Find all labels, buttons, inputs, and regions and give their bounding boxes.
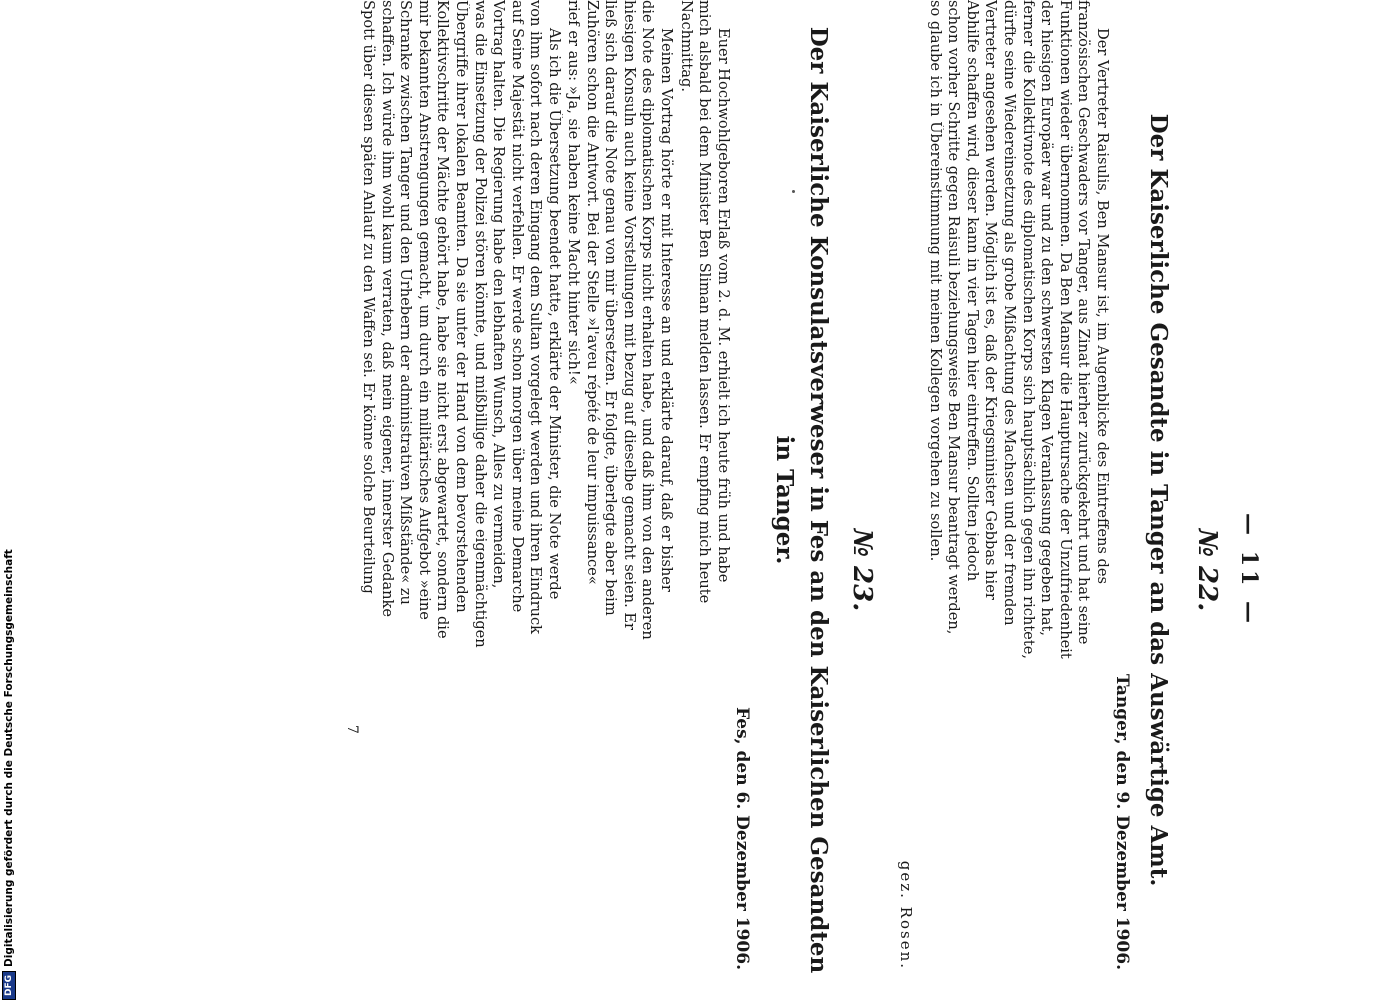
doc22-line: dürfte seine Wiedereinsetzung als grobe Mißachtung des Machsen und der fremden <box>1001 0 1019 626</box>
page-number: — 11 — <box>1236 513 1262 627</box>
doc22-dateline: Tanger, den 9. Dezember 1906. <box>1112 673 1132 970</box>
doc22-line: Abhilfe schaffen wird, dieser kann in vier Tagen hier eintreffen. Sollten jedoch <box>963 0 981 582</box>
doc23-p2-line: Meinen Vortrag hörte er mit Interesse an und erklärte darauf, daß er bisher <box>658 28 675 592</box>
doc22-line: französischen Geschwaders vor Tanger, aus Zinat hierher zurückgekehrt und hat seine <box>1075 0 1093 645</box>
doc23-p3-line: Schranke zwischen Tanger und den Urhebern der administrativen Mißstände« zu <box>397 0 415 605</box>
doc22-line: Funktionen wieder übernommen. Da Ben Mansur die Hauptursache der Unzufriedenheit <box>1056 0 1074 659</box>
doc22-line: ferner die Kollektivnote des diplomatischen Korps sich hauptsächlich gegen ihn richtete, <box>1019 0 1037 659</box>
doc22-line: schon vorher Schritte gegen Raisuli beziehungsweise Ben Mansur beantragt werden, <box>945 0 963 635</box>
doc23-number: № 23. <box>847 528 877 612</box>
doc23-p3-line: Übergriffe ihrer lokalen Beamten. Da sie unter der Hand von dem bevorstehenden <box>453 0 471 613</box>
credit-line <box>2 10 16 1000</box>
doc23-p3-line: auf Seine Majestät nicht verfehlen. Er werde schon morgen über meine Demarche <box>508 0 526 613</box>
credit-strip <box>0 0 20 1000</box>
doc22-number: № 22. <box>1192 528 1222 612</box>
credit-text: Digitalisierung gefördert durch die Deutsche Forschungsgemeinschaft <box>3 549 15 967</box>
doc23-p3-line: was die Einsetzung der Polizei stören könnte, und mißbillige daher die eigenmächtigen <box>471 0 489 648</box>
doc23-p2-line: die Note des diplomatischen Korps nicht erhalten habe, und daß ihm von den anderen <box>639 0 657 640</box>
doc23-p3-line: Als ich die Übersetzung beendet hatte, erklärte der Minister, die Note werde <box>546 28 563 600</box>
sheet-mark: 7 <box>344 725 360 734</box>
doc23-p1-line: Nachmittag. <box>677 0 695 92</box>
doc23-p3-line: von ihm sofort nach deren Eingang dem Sultan vorgelegt werden und ihren Eindruck <box>527 0 545 634</box>
doc23-p1-line: mich alsbald bei dem Minister Ben Sliman melden lassen. Er empfing mich heute <box>696 0 714 604</box>
doc22-line: Vertreter angesehen werden. Möglich ist es, daß der Kriegsminister Gebbas hier <box>982 0 1000 600</box>
doc22-signature: gez. Rosen. <box>897 860 915 970</box>
doc23-p2-line: ließ sich darauf die Note genau von mir übersetzen. Er folgte, überlegte aber beim <box>602 0 620 616</box>
doc23-p3-line: Kollektivschritte der Mächte gehört habe, habe sie nicht erst abgewartet, sondern die <box>434 0 452 639</box>
doc23-p3-line: mir bekannten Anstrengungen gemacht, um durch ein militärisches Aufgebot »eine <box>415 0 433 620</box>
doc23-p3-line: Vortrag halten. Die Regierung habe den lebhaften Wunsch, Alles zu vermeiden, <box>490 0 508 589</box>
doc23-p1-line: Euer Hochwohlgeboren Erlaß vom 2. d. M. erhielt ich heute früh und habe <box>715 28 732 583</box>
dfg-logo: DFG <box>2 971 16 1000</box>
doc23-p2-line: Zuhören schon die Antwort. Bei der Stelle »l'aveu répété de leur impuissance« <box>583 0 601 585</box>
doc23-p2-line: hiesigen Konsuln auch keine Vorstellungen mit bezug auf dieselbe gemacht seien. Er <box>620 0 638 630</box>
doc23-p3-line: Spott über diesen späten Anlauf zu den Waffen sei. Er könne solche Beurteilung <box>360 0 378 594</box>
doc22-line: der hiesigen Europäer war und zu den schwersten Klagen Veranlassung gegeben hat, <box>1038 0 1056 637</box>
doc23-title <box>767 0 835 1000</box>
doc23-p3-line: schaffen. Ich würde ihm wohl kaum verraten, daß mein eigener, innerster Gedanke <box>378 0 396 618</box>
doc23-p2-line: rief er aus: »Ja, sie haben keine Macht hinter sich!« <box>565 0 583 385</box>
doc22-title: Der Kaiserliche Gesandte in Tanger an das Auswärtige Amt. <box>1145 113 1172 887</box>
doc23-title-line1: Der Kaiserliche Konsulatsverweser in Fes an den Kaiserlichen Gesandten <box>805 26 832 974</box>
doc23-para1 <box>676 0 732 985</box>
doc23-title-line2: in Tanger. <box>771 435 798 565</box>
rotated-page <box>90 0 1260 1000</box>
doc23-dateline: Fes, den 6. Dezember 1906. <box>732 707 752 970</box>
doc22-line: so glaube ich in Übereinstimmung mit meinen Kollegen vorgehen zu sollen. <box>926 0 944 562</box>
doc23-para3 <box>358 0 563 985</box>
doc22-body <box>925 0 1111 985</box>
page-content <box>90 0 1260 1000</box>
doc22-line: Der Vertreter Raisulis, Ben Mansur ist, im Augenblicke des Eintreffens des <box>1094 28 1111 585</box>
doc23-para2 <box>563 0 675 985</box>
